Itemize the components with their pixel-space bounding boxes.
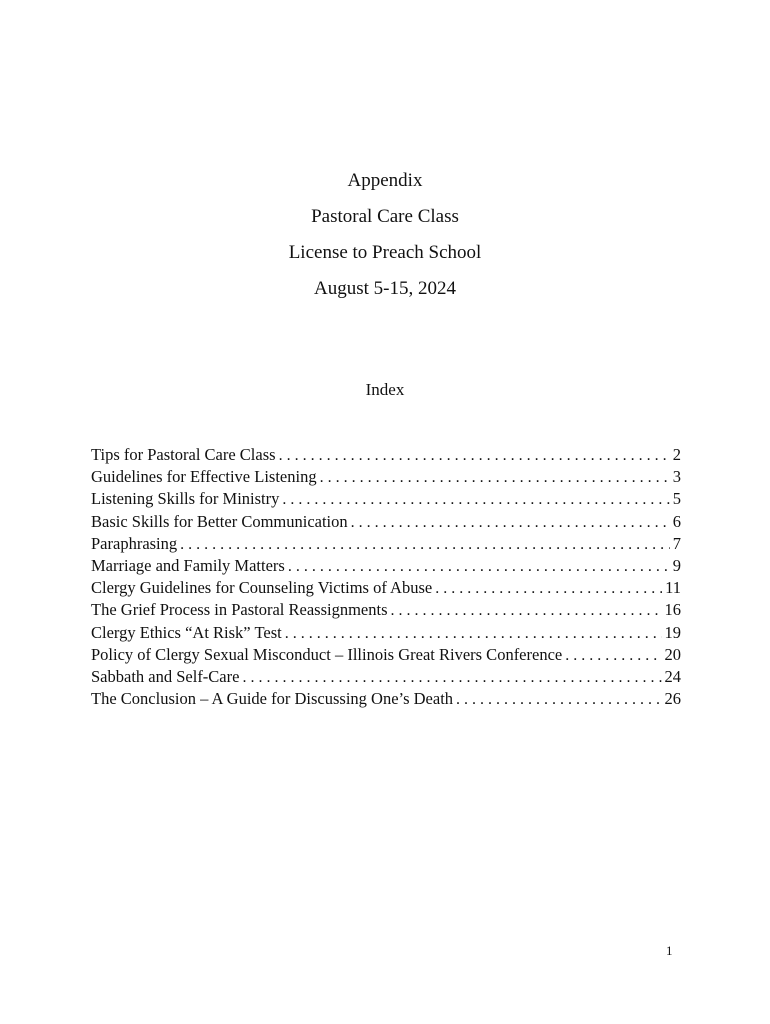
toc-entry-page: 5 — [672, 489, 681, 509]
toc-entry-page: 7 — [672, 533, 681, 553]
toc-entry — [91, 555, 681, 577]
dot-leader — [285, 623, 662, 644]
class-title: Pastoral Care Class — [311, 206, 459, 227]
dot-leader — [180, 534, 670, 555]
dot-leader — [390, 600, 661, 621]
toc-entry-page: 24 — [664, 666, 681, 686]
toc-entry-page: 20 — [664, 644, 681, 664]
toc-entry-page: 16 — [664, 600, 681, 620]
dot-leader — [242, 667, 661, 688]
toc-entry-title: Guidelines for Effective Listening — [91, 467, 317, 487]
toc-entry-page: 3 — [672, 467, 681, 487]
toc-entry — [91, 622, 681, 644]
dot-leader — [279, 445, 670, 466]
toc-entry-title: Basic Skills for Better Communication — [91, 511, 348, 531]
toc-entry — [91, 688, 681, 710]
dot-leader — [456, 689, 661, 710]
table-of-contents — [91, 444, 681, 710]
toc-entry-page: 26 — [664, 689, 681, 709]
toc-entry-title: Clergy Guidelines for Counseling Victims of Abuse — [91, 578, 433, 598]
toc-entry — [91, 599, 681, 621]
page-number: 1 — [666, 943, 673, 958]
school-title: License to Preach School — [288, 242, 482, 263]
toc-entry-title: Paraphrasing — [91, 533, 178, 553]
toc-entry — [91, 644, 681, 666]
toc-entry-title: Sabbath and Self-Care — [91, 666, 240, 686]
dot-leader — [288, 556, 670, 577]
toc-entry — [91, 444, 681, 466]
toc-entry-title: The Conclusion – A Guide for Discussing One’s Death — [91, 689, 454, 709]
toc-entry-title: Listening Skills for Ministry — [91, 489, 280, 509]
toc-entry — [91, 488, 681, 510]
date-line: August 5-15, 2024 — [314, 278, 456, 299]
dot-leader — [565, 645, 661, 666]
toc-entry-title: Policy of Clergy Sexual Misconduct – Illinois Great Rivers Conference — [91, 644, 563, 664]
dot-leader — [351, 512, 670, 533]
toc-entry-page: 9 — [672, 555, 681, 575]
toc-entry — [91, 666, 681, 688]
index-heading: Index — [365, 380, 405, 399]
dot-leader — [435, 578, 662, 599]
appendix-title: Appendix — [347, 170, 423, 191]
toc-entry — [91, 511, 681, 533]
toc-entry-page: 2 — [672, 445, 681, 464]
toc-entry — [91, 466, 681, 488]
toc-entry-page: 11 — [665, 578, 681, 598]
toc-entry-page: 6 — [672, 511, 681, 531]
toc-entry-title: Clergy Ethics “At Risk” Test — [91, 622, 282, 642]
toc-entry — [91, 577, 681, 599]
toc-entry-page: 19 — [664, 622, 681, 642]
toc-entry-title: The Grief Process in Pastoral Reassignments — [91, 600, 388, 620]
toc-entry-title: Marriage and Family Matters — [91, 555, 285, 575]
toc-entry-title: Tips for Pastoral Care Class — [91, 445, 276, 464]
title-block — [0, 163, 770, 307]
dot-leader — [320, 467, 670, 488]
toc-entry — [91, 533, 681, 555]
dot-leader — [282, 489, 669, 510]
